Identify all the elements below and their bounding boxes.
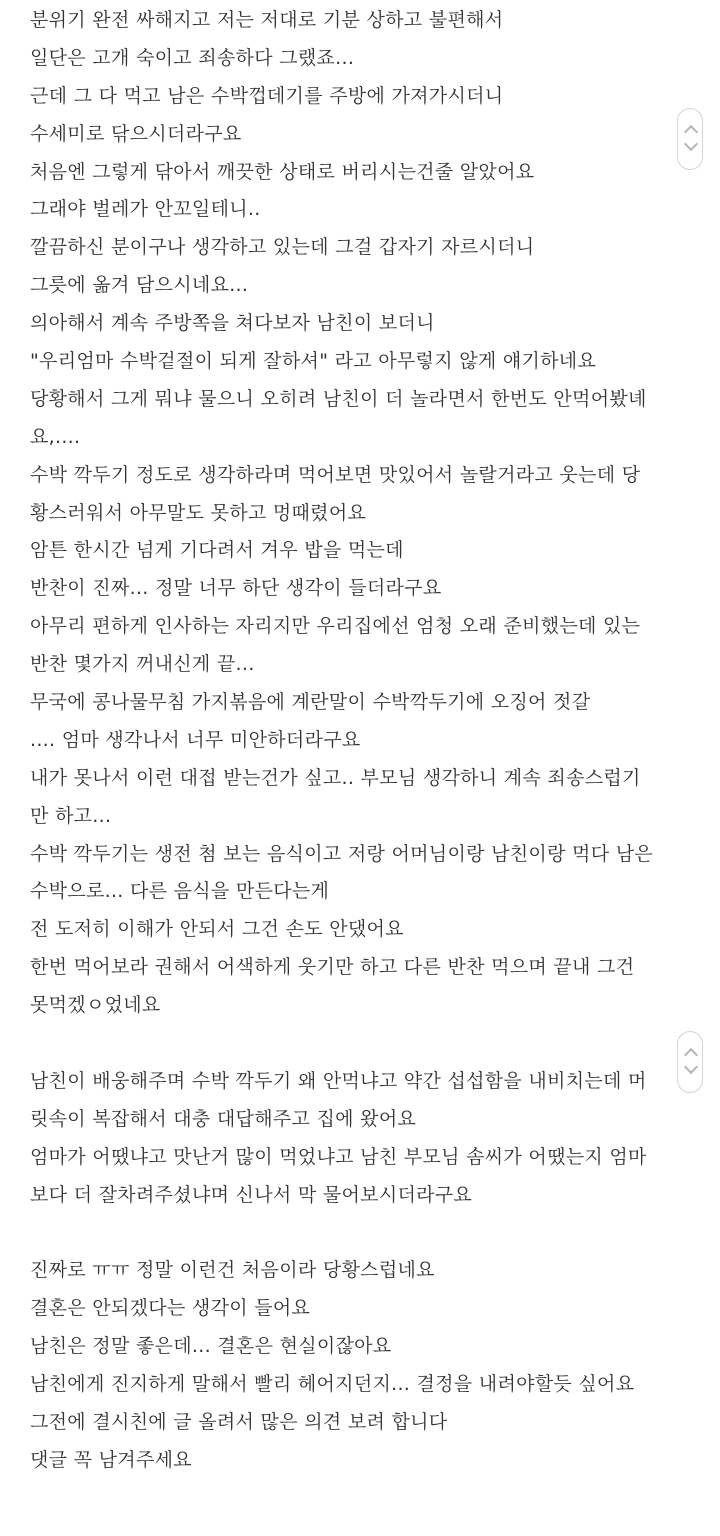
post-text-line: 암튼 한시간 넘게 기다려서 겨우 밥을 먹는데 <box>30 539 404 562</box>
post-text-line: 수박 깍두기는 생전 첨 보는 음식이고 저랑 어머님이랑 남친이랑 먹다 남은 <box>30 842 654 865</box>
post-text-line: 분위기 완전 싸해지고 저는 저대로 기분 상하고 불편해서 <box>30 9 504 31</box>
post-text-line: 보다 더 잘차려주셨냐며 신나서 막 물어보시더라구요 <box>30 1183 473 1206</box>
post-text-line: 못먹겠ㅇ었네요 <box>30 994 161 1017</box>
post-text-line: 전 도저히 이해가 안되서 그건 손도 안댔어요 <box>30 918 404 941</box>
post-text-line: 반찬이 진짜... 정말 너무 하단 생각이 들더라구요 <box>30 577 442 600</box>
post-body <box>30 2 702 1480</box>
post-text-line: 엄마가 어땠냐고 맛난거 많이 먹었냐고 남친 부모님 솜씨가 어땠는지 엄마 <box>30 1145 647 1168</box>
post-text-line: 남친은 정말 좋은데... 결혼은 현실이잖아요 <box>30 1335 392 1358</box>
post-text-line: 수박 깍두기 정도로 생각하라며 먹어보면 맛있어서 놀랄거라고 웃는데 당 <box>30 463 641 486</box>
chevron-down-icon <box>684 137 698 151</box>
post-text-line: 당황해서 그게 뭐냐 물으니 오히려 남친이 더 놀라면서 한번도 안먹어봤녜 <box>30 387 647 410</box>
blank-line <box>30 1215 702 1253</box>
post-text-line: 무국에 콩나물무침 가지볶음에 계란말이 수박깍두기에 오징어 젓갈 <box>30 691 591 714</box>
post-text-line: 진짜로 ㅠㅠ 정말 이런건 처음이라 당황스럽네요 <box>30 1259 435 1282</box>
post-text-line: .... 엄마 생각나서 너무 미안하더라구요 <box>30 728 361 751</box>
post-text-line: 그래야 벌레가 안꼬일테니.. <box>30 198 261 221</box>
post-text-line: 수세미로 닦으시더라구요 <box>30 122 242 145</box>
post-text-line: 남친에게 진지하게 말해서 빨리 헤어지던지... 결정을 내려야할듯 싶어요 <box>30 1373 635 1396</box>
post-text-line: 처음엔 그렇게 닦아서 깨끗한 상태로 버리시는건줄 알았어요 <box>30 160 535 183</box>
post-text-line: 근데 그 다 먹고 남은 수박껍데기를 주방에 가져가시더니 <box>30 84 504 107</box>
post-text-line: 의아해서 계속 주방쪽을 쳐다보자 남친이 보더니 <box>30 312 435 335</box>
post-text-line: "우리엄마 수박겉절이 되게 잘하셔" 라고 아무렇지 않게 얘기하네요 <box>30 350 597 373</box>
post-text-line: 깔끔하신 분이구나 생각하고 있는데 그걸 갑자기 자르시더니 <box>30 236 535 259</box>
post-text-line: 그전에 결시친에 글 올려서 많은 의견 보려 합니다 <box>30 1410 448 1433</box>
chevron-down-icon <box>684 1060 698 1074</box>
post-text-line: 결혼은 안되겠다는 생각이 들어요 <box>30 1297 311 1320</box>
post-text-line: 댓글 꼭 남겨주세요 <box>30 1448 192 1471</box>
post-text-line: 내가 못나서 이런 대접 받는건가 싶고.. 부모님 생각하니 계속 죄송스럽기 <box>30 766 641 789</box>
post-text-line: 요,.... <box>30 425 81 448</box>
post-text-line: 수박으로... 다른 음식을 만든다는게 <box>30 880 330 903</box>
post-text-line: 황스러워서 아무말도 못하고 멍때렸어요 <box>30 501 367 524</box>
scroll-handle-bottom[interactable] <box>677 1031 703 1093</box>
post-text-line: 남친이 배웅해주며 수박 깍두기 왜 안먹냐고 약간 섭섭함을 내비치는데 머 <box>30 1069 647 1092</box>
post-text-line: 한번 먹어보라 권해서 어색하게 웃기만 하고 다른 반찬 먹으며 끝내 그건 <box>30 956 635 979</box>
post-text-line: 릿속이 복잡해서 대충 대답해주고 집에 왔어요 <box>30 1107 417 1130</box>
post-text-line: 일단은 고개 숙이고 죄송하다 그랬죠... <box>30 46 355 69</box>
post-text-line: 반찬 몇가지 꺼내신게 끝... <box>30 653 255 676</box>
post-text-line: 아무리 편하게 인사하는 자리지만 우리집에선 엄청 오래 준비했는데 있는 <box>30 615 641 638</box>
blank-line <box>30 1025 702 1063</box>
post-text-line: 만 하고... <box>30 804 112 827</box>
scroll-handle-top[interactable] <box>677 108 703 170</box>
post-text-line: 그릇에 옮겨 담으시네요... <box>30 274 249 297</box>
